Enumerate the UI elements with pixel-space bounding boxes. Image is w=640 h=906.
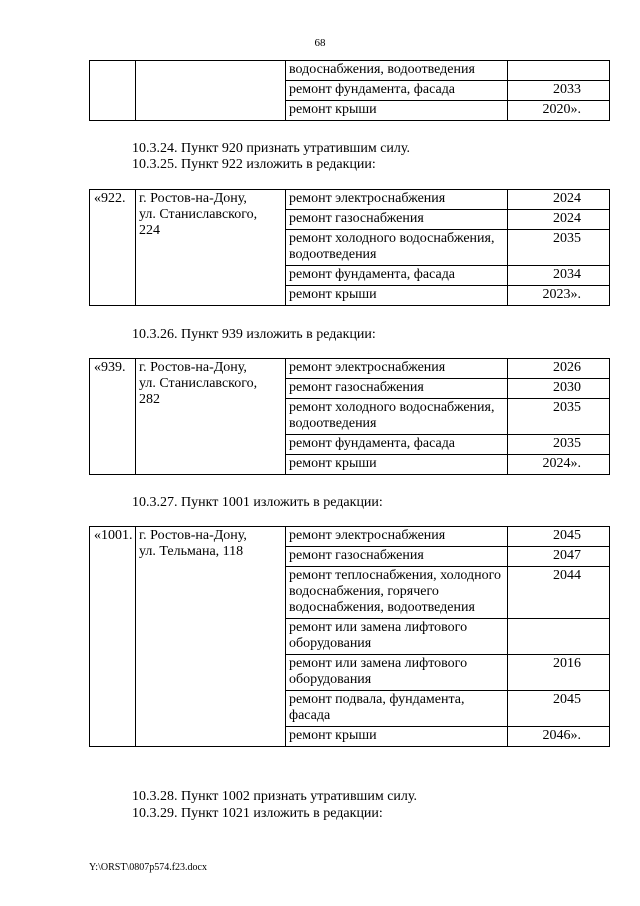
year-cell: 2035 <box>508 230 610 266</box>
work-cell: ремонт теплоснабжения, холодного водоснабжения, горячего водоснабжения, водоотведения <box>286 567 508 619</box>
paragraph-10-3-28: 10.3.28. Пункт 1002 признать утратившим силу. <box>132 789 417 804</box>
work-cell: ремонт крыши <box>286 727 508 747</box>
paragraph-10-3-26: 10.3.26. Пункт 939 изложить в редакции: <box>132 327 376 342</box>
table-row <box>90 527 610 547</box>
work-cell: ремонт или замена лифтового оборудования <box>286 619 508 655</box>
work-cell: ремонт фундамента, фасада <box>286 266 508 286</box>
table-continuation <box>89 60 610 121</box>
year-cell: 2035 <box>508 435 610 455</box>
year-cell <box>508 619 610 655</box>
paragraph-10-3-29: 10.3.29. Пункт 1021 изложить в редакции: <box>132 806 383 821</box>
item-address: г. Ростов-на-Дону, ул. Станиславского, 224 <box>136 190 286 306</box>
table-row <box>90 190 610 210</box>
work-cell: ремонт холодного водоснабжения, водоотведения <box>286 230 508 266</box>
year-cell <box>508 61 610 81</box>
table-row <box>90 359 610 379</box>
work-cell: ремонт электроснабжения <box>286 190 508 210</box>
work-cell: ремонт или замена лифтового оборудования <box>286 655 508 691</box>
work-cell: ремонт газоснабжения <box>286 210 508 230</box>
work-cell: ремонт газоснабжения <box>286 547 508 567</box>
year-cell: 2023». <box>508 286 610 306</box>
item-number: «922. <box>90 190 136 306</box>
year-cell: 2035 <box>508 399 610 435</box>
work-cell: ремонт газоснабжения <box>286 379 508 399</box>
year-cell: 2024 <box>508 190 610 210</box>
table-row <box>90 61 610 81</box>
year-cell: 2016 <box>508 655 610 691</box>
year-cell: 2026 <box>508 359 610 379</box>
table-item-1001 <box>89 526 610 747</box>
address-cell <box>136 61 286 121</box>
table-item-922 <box>89 189 610 306</box>
work-cell: ремонт холодного водоснабжения, водоотведения <box>286 399 508 435</box>
item-number: «939. <box>90 359 136 475</box>
year-cell: 2024 <box>508 210 610 230</box>
work-cell: ремонт фундамента, фасада <box>286 81 508 101</box>
work-cell: ремонт крыши <box>286 101 508 121</box>
paragraph-10-3-24: 10.3.24. Пункт 920 признать утратившим силу. <box>132 141 410 156</box>
year-cell: 2044 <box>508 567 610 619</box>
year-cell: 2047 <box>508 547 610 567</box>
work-cell: ремонт электроснабжения <box>286 527 508 547</box>
item-address: г. Ростов-на-Дону, ул. Тельмана, 118 <box>136 527 286 747</box>
year-cell: 2033 <box>508 81 610 101</box>
year-cell: 2020». <box>508 101 610 121</box>
number-cell <box>90 61 136 121</box>
table-item-939 <box>89 358 610 475</box>
item-address: г. Ростов-на-Дону, ул. Станиславского, 282 <box>136 359 286 475</box>
paragraph-10-3-27: 10.3.27. Пункт 1001 изложить в редакции: <box>132 495 383 510</box>
work-cell: ремонт фундамента, фасада <box>286 435 508 455</box>
work-cell: ремонт крыши <box>286 286 508 306</box>
work-cell: ремонт крыши <box>286 455 508 475</box>
work-cell: ремонт электроснабжения <box>286 359 508 379</box>
file-path-footer: Y:\ORST\0807p574.f23.docx <box>89 862 207 873</box>
year-cell: 2046». <box>508 727 610 747</box>
year-cell: 2045 <box>508 527 610 547</box>
year-cell: 2024». <box>508 455 610 475</box>
year-cell: 2045 <box>508 691 610 727</box>
year-cell: 2034 <box>508 266 610 286</box>
item-number: «1001. <box>90 527 136 747</box>
page-number: 68 <box>314 37 326 49</box>
paragraph-10-3-25: 10.3.25. Пункт 922 изложить в редакции: <box>132 157 376 172</box>
year-cell: 2030 <box>508 379 610 399</box>
work-cell: ремонт подвала, фундамента, фасада <box>286 691 508 727</box>
work-cell: водоснабжения, водоотведения <box>286 61 508 81</box>
